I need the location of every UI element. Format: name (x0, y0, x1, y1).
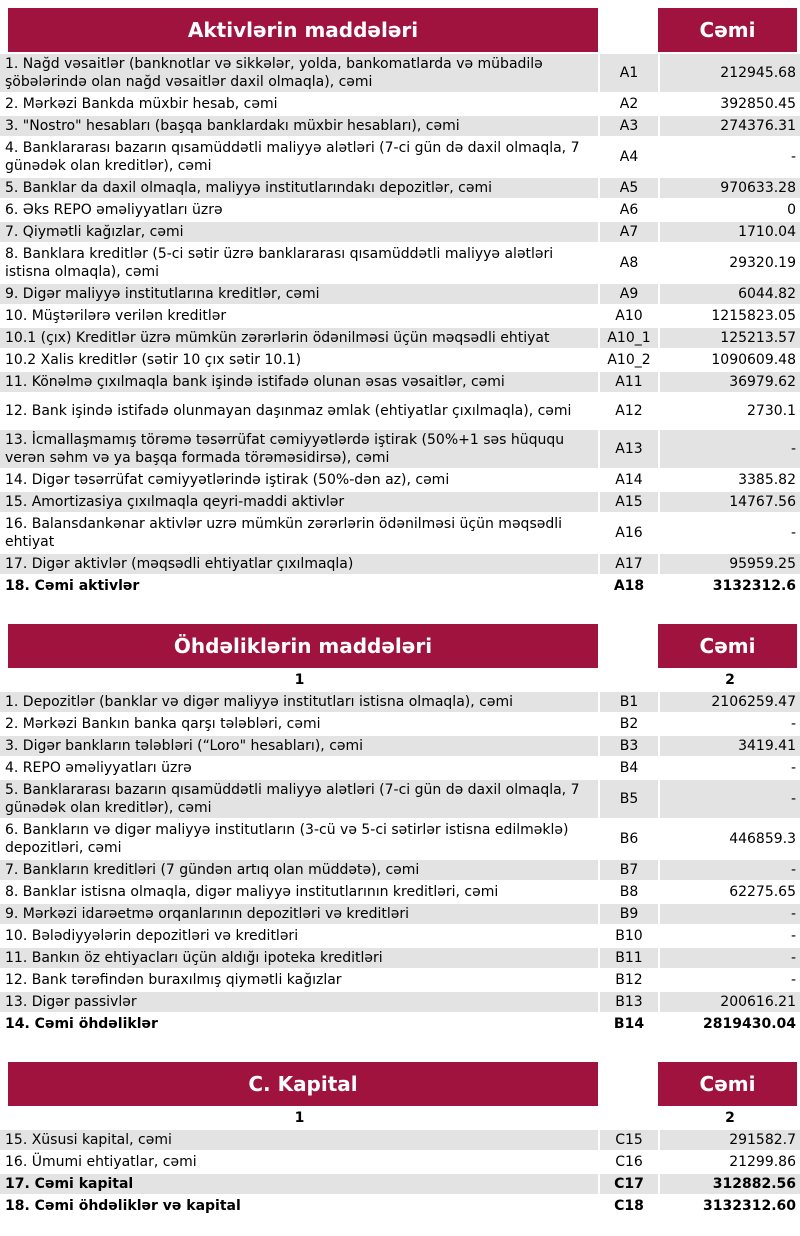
row-code: B13 (598, 992, 658, 1014)
table-row (0, 200, 800, 222)
row-code: B1 (598, 692, 658, 714)
row-code: C17 (598, 1174, 658, 1196)
liabilities-table (0, 670, 800, 1036)
row-value: 200616.21 (658, 992, 800, 1014)
row-code: A12 (598, 394, 658, 430)
row-code: A2 (598, 94, 658, 116)
row-code: A4 (598, 138, 658, 178)
row-code: B14 (598, 1014, 658, 1036)
table-row (0, 328, 800, 350)
row-description: 10. Bələdiyyələrin depozitləri və kreditləri (0, 926, 598, 948)
row-value: - (658, 758, 800, 780)
row-value: 2730.1 (658, 394, 800, 430)
row-code: A15 (598, 492, 658, 514)
section-liabilities (0, 624, 800, 1036)
table-row (0, 820, 800, 860)
row-value: - (658, 780, 800, 820)
table-row (0, 470, 800, 492)
row-code: B5 (598, 780, 658, 820)
table-row (0, 222, 800, 244)
row-description: 17. Cəmi kapital (0, 1174, 598, 1196)
row-code: A8 (598, 244, 658, 284)
row-value: 392850.45 (658, 94, 800, 116)
table-row (0, 394, 800, 430)
row-code: A18 (598, 576, 658, 598)
row-code: B4 (598, 758, 658, 780)
table-row (0, 244, 800, 284)
table-row (0, 948, 800, 970)
row-description: 18. Cəmi öhdəliklər və kapital (0, 1196, 598, 1218)
row-value: 212945.68 (658, 54, 800, 94)
section-title: C. Kapital (8, 1062, 598, 1106)
row-value: 3132312.6 (658, 576, 800, 598)
table-row (0, 514, 800, 554)
header-gap (598, 624, 658, 668)
row-code: B11 (598, 948, 658, 970)
capital-table (0, 1108, 800, 1218)
table-row (0, 714, 800, 736)
table-row (0, 904, 800, 926)
table-row (0, 992, 800, 1014)
column-numbers-row (0, 1108, 800, 1130)
section-header (8, 624, 797, 668)
row-code: A9 (598, 284, 658, 306)
row-code: B8 (598, 882, 658, 904)
row-code: C15 (598, 1130, 658, 1152)
row-description: 6. Bankların və digər maliyyə institutların (3-cü və 5-ci sətirlər istisna edilməklə) depozitləri, cəmi (0, 820, 598, 860)
row-code: B2 (598, 714, 658, 736)
table-row (0, 860, 800, 882)
row-code: A11 (598, 372, 658, 394)
row-code: B10 (598, 926, 658, 948)
table-row (0, 554, 800, 576)
row-description: 9. Mərkəzi idarəetmə orqanlarının depozitləri və kreditləri (0, 904, 598, 926)
row-value: 970633.28 (658, 178, 800, 200)
row-value: 3385.82 (658, 470, 800, 492)
section-title: Aktivlərin maddələri (8, 8, 598, 52)
row-description: 14. Cəmi öhdəliklər (0, 1014, 598, 1036)
row-value: - (658, 860, 800, 882)
row-value: 95959.25 (658, 554, 800, 576)
row-description: 3. "Nostro" hesabları (başqa banklardakı müxbir hesabları), cəmi (0, 116, 598, 138)
column-numbers-row (0, 670, 800, 692)
row-code: B3 (598, 736, 658, 758)
row-value: - (658, 138, 800, 178)
row-value: 1710.04 (658, 222, 800, 244)
row-value: 29320.19 (658, 244, 800, 284)
row-value: - (658, 948, 800, 970)
row-value: 274376.31 (658, 116, 800, 138)
row-description: 12. Bank işində istifadə olunmayan daşınmaz əmlak (ehtiyatlar çıxılmaqla), cəmi (0, 394, 598, 430)
row-value: 291582.7 (658, 1130, 800, 1152)
row-code: A10_1 (598, 328, 658, 350)
table-row (0, 1014, 800, 1036)
row-value: 6044.82 (658, 284, 800, 306)
row-description: 11. Könəlmə çıxılmaqla bank işində istifadə olunan əsas vəsaitlər, cəmi (0, 372, 598, 394)
table-row (0, 926, 800, 948)
row-description: 17. Digər aktivlər (məqsədli ehtiyatlar çıxılmaqla) (0, 554, 598, 576)
row-value: - (658, 714, 800, 736)
section-capital (0, 1062, 800, 1218)
column-number-desc: 1 (0, 670, 598, 692)
total-column-header: Cəmi (658, 1062, 797, 1106)
row-code: A17 (598, 554, 658, 576)
row-description: 8. Banklara kreditlər (5-ci sətir üzrə banklararası qısamüddətli maliyyə alətləri istisna olmaqla), cəmi (0, 244, 598, 284)
total-column-header: Cəmi (658, 8, 797, 52)
row-code: C18 (598, 1196, 658, 1218)
table-row (0, 576, 800, 598)
row-description: 15. Xüsusi kapital, cəmi (0, 1130, 598, 1152)
row-description: 10.2 Xalis kreditlər (sətir 10 çıx sətir 10.1) (0, 350, 598, 372)
assets-table (0, 54, 800, 598)
row-description: 13. İcmallaşmamış törəmə təsərrüfat cəmiyyətlərdə iştirak (50%+1 səs hüququ verən səhm və ya başqa formada törəməsidirsə), cəmi (0, 430, 598, 470)
row-value: - (658, 926, 800, 948)
table-row (0, 1152, 800, 1174)
row-code: A1 (598, 54, 658, 94)
table-row (0, 692, 800, 714)
row-code: A10_2 (598, 350, 658, 372)
row-description: 16. Ümumi ehtiyatlar, cəmi (0, 1152, 598, 1174)
row-description: 18. Cəmi aktivlər (0, 576, 598, 598)
header-gap (598, 8, 658, 52)
row-description: 12. Bank tərəfindən buraxılmış qiymətli kağızlar (0, 970, 598, 992)
table-row (0, 882, 800, 904)
column-number-value: 2 (658, 670, 800, 692)
row-code: B7 (598, 860, 658, 882)
section-title: Öhdəliklərin maddələri (8, 624, 598, 668)
row-code: B6 (598, 820, 658, 860)
table-row (0, 1174, 800, 1196)
column-number-desc: 1 (0, 1108, 598, 1130)
row-description: 4. REPO əməliyyatları üzrə (0, 758, 598, 780)
row-value: - (658, 430, 800, 470)
row-description: 11. Bankın öz ehtiyacları üçün aldığı ipoteka kreditləri (0, 948, 598, 970)
row-description: 13. Digər passivlər (0, 992, 598, 1014)
row-code: A14 (598, 470, 658, 492)
table-row (0, 116, 800, 138)
table-row (0, 430, 800, 470)
section-header (8, 1062, 797, 1106)
row-code: A5 (598, 178, 658, 200)
row-description: 4. Banklararası bazarın qısamüddətli maliyyə alətləri (7-ci gün də daxil olmaqla, 7 günədək olan kreditlər), cəmi (0, 138, 598, 178)
row-value: 0 (658, 200, 800, 222)
column-number-code (598, 670, 658, 692)
row-code: A13 (598, 430, 658, 470)
row-description: 2. Mərkəzi Bankda müxbir hesab, cəmi (0, 94, 598, 116)
table-row (0, 736, 800, 758)
table-row (0, 1130, 800, 1152)
row-value: 1090609.48 (658, 350, 800, 372)
table-row (0, 350, 800, 372)
row-value: - (658, 970, 800, 992)
row-description: 10. Müştərilərə verilən kreditlər (0, 306, 598, 328)
row-code: A16 (598, 514, 658, 554)
column-number-value: 2 (658, 1108, 800, 1130)
total-column-header: Cəmi (658, 624, 797, 668)
row-value: 2819430.04 (658, 1014, 800, 1036)
row-description: 10.1 (çıx) Kreditlər üzrə mümkün zərərlərin ödənilməsi üçün məqsədli ehtiyat (0, 328, 598, 350)
row-value: 36979.62 (658, 372, 800, 394)
row-code: B12 (598, 970, 658, 992)
table-row (0, 970, 800, 992)
row-value: 3132312.60 (658, 1196, 800, 1218)
row-value: - (658, 904, 800, 926)
table-row (0, 178, 800, 200)
table-row (0, 284, 800, 306)
table-row (0, 138, 800, 178)
row-value: 62275.65 (658, 882, 800, 904)
row-description: 9. Digər maliyyə institutlarına kreditlər, cəmi (0, 284, 598, 306)
row-value: - (658, 514, 800, 554)
row-description: 1. Depozitlər (banklar və digər maliyyə institutları istisna olmaqla), cəmi (0, 692, 598, 714)
section-assets (0, 8, 800, 598)
row-code: A10 (598, 306, 658, 328)
section-header (8, 8, 797, 52)
table-row (0, 372, 800, 394)
row-code: A7 (598, 222, 658, 244)
table-row (0, 94, 800, 116)
row-description: 14. Digər təsərrüfat cəmiyyətlərində iştirak (50%-dən az), cəmi (0, 470, 598, 492)
row-description: 7. Bankların kreditləri (7 gündən artıq olan müddətə), cəmi (0, 860, 598, 882)
table-row (0, 492, 800, 514)
row-value: 14767.56 (658, 492, 800, 514)
row-value: 1215823.05 (658, 306, 800, 328)
column-number-code (598, 1108, 658, 1130)
row-description: 6. Əks REPO əməliyyatları üzrə (0, 200, 598, 222)
row-value: 446859.3 (658, 820, 800, 860)
row-description: 1. Nağd vəsaitlər (banknotlar və sikkələr, yolda, bankomatlarda və mübadilə şöbələrində olan nağd vəsaitlər daxil olmaqla), cəmi (0, 54, 598, 94)
row-code: A3 (598, 116, 658, 138)
row-description: 8. Banklar istisna olmaqla, digər maliyyə institutlarının kreditləri, cəmi (0, 882, 598, 904)
row-value: 312882.56 (658, 1174, 800, 1196)
table-row (0, 1196, 800, 1218)
row-code: A6 (598, 200, 658, 222)
row-value: 21299.86 (658, 1152, 800, 1174)
table-row (0, 306, 800, 328)
row-description: 3. Digər bankların tələbləri (“Loro" hesabları), cəmi (0, 736, 598, 758)
row-description: 2. Mərkəzi Bankın banka qarşı tələbləri, cəmi (0, 714, 598, 736)
row-description: 5. Banklararası bazarın qısamüddətli maliyyə alətləri (7-ci gün də daxil olmaqla, 7 günədək olan kreditlər), cəmi (0, 780, 598, 820)
row-code: C16 (598, 1152, 658, 1174)
table-row (0, 780, 800, 820)
row-value: 3419.41 (658, 736, 800, 758)
row-value: 125213.57 (658, 328, 800, 350)
row-value: 2106259.47 (658, 692, 800, 714)
table-row (0, 54, 800, 94)
header-gap (598, 1062, 658, 1106)
table-row (0, 758, 800, 780)
row-description: 15. Amortizasiya çıxılmaqla qeyri-maddi aktivlər (0, 492, 598, 514)
row-description: 5. Banklar da daxil olmaqla, maliyyə institutlarındakı depozitlər, cəmi (0, 178, 598, 200)
row-code: B9 (598, 904, 658, 926)
row-description: 7. Qiymətli kağızlar, cəmi (0, 222, 598, 244)
row-description: 16. Balansdankənar aktivlər uzrə mümkün zərərlərin ödənilməsi üçün məqsədli ehtiyat (0, 514, 598, 554)
